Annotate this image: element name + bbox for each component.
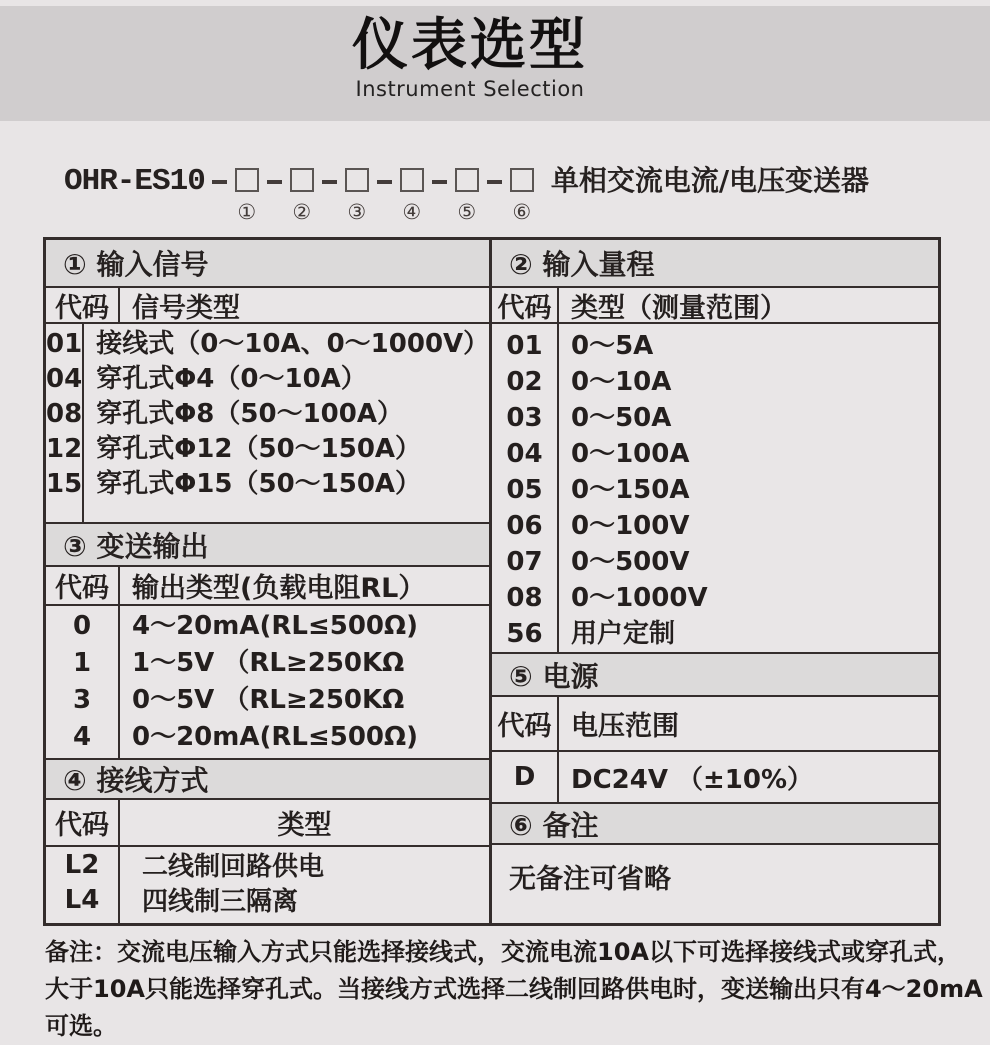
code-value: D — [513, 762, 536, 792]
position-marker-3: ③ — [347, 200, 367, 224]
model-code-slot-1 — [234, 166, 260, 223]
code-box-2 — [290, 168, 314, 192]
code-value: 07 — [506, 547, 543, 577]
col-header-type: 电压范围 — [571, 711, 679, 742]
col-header-code: 代码 — [46, 567, 120, 604]
type-value: 0～5V （RL≥250KΩ — [132, 685, 405, 715]
type-value: 二线制回路供电 — [142, 852, 325, 882]
code-value: 15 — [46, 469, 83, 499]
section-transmit-output-band: ③ 变送输出 — [46, 522, 489, 567]
type-value: 0～50A — [571, 403, 672, 433]
model-code-slot-6 — [509, 166, 535, 223]
type-value: 0～100V — [571, 511, 690, 541]
type-value: 四线制三隔离 — [142, 887, 299, 917]
type-value: 0～500V — [571, 547, 690, 577]
dash-separator — [487, 180, 502, 184]
code-value: L2 — [64, 850, 100, 880]
dash-separator — [432, 180, 447, 184]
code-value: 1 — [72, 648, 92, 678]
code-value: 06 — [506, 511, 543, 541]
code-value: 56 — [506, 619, 543, 649]
code-value: 01 — [46, 329, 83, 359]
footnote-line-1: 备注：交流电压输入方式只能选择接线式，交流电流10A以下可选择接线式或穿孔式， — [45, 938, 961, 966]
col-header-type: 信号类型 — [132, 292, 240, 324]
code-column — [46, 606, 120, 758]
col-header-code: 代码 — [492, 697, 559, 750]
code-value: 03 — [506, 403, 543, 433]
model-code-slot-4 — [399, 166, 425, 223]
col-header-code: 代码 — [46, 800, 120, 845]
code-box-1 — [235, 168, 259, 192]
power-supply-rows — [492, 752, 938, 802]
page-header — [0, 6, 990, 121]
code-box-6 — [510, 168, 534, 192]
code-box-3 — [345, 168, 369, 192]
code-value: 3 — [72, 685, 92, 715]
type-column — [120, 847, 489, 923]
page-header-inner — [352, 6, 588, 101]
type-value: 用户定制 — [571, 619, 676, 649]
model-code-slot-2 — [289, 166, 315, 223]
page-title: 仪表选型 — [352, 13, 588, 78]
code-column — [46, 847, 120, 923]
power-supply-header — [492, 697, 938, 752]
type-column — [84, 324, 489, 522]
code-value: 08 — [46, 399, 83, 429]
footnote-line-2: 大于10A只能选择穿孔式。当接线方式选择二线制回路供电时，变送输出只有4～20mA — [45, 975, 983, 1003]
dash-separator — [322, 180, 337, 184]
code-column — [492, 324, 559, 652]
model-description: 单相交流电流/电压变送器 — [550, 164, 870, 197]
input-signal-header — [46, 288, 489, 324]
dash-separator — [377, 180, 392, 184]
model-code-slot-3 — [344, 166, 370, 223]
code-box-4 — [400, 168, 424, 192]
col-header-type: 类型 — [277, 810, 332, 841]
type-value: 4～20mA(RL≤500Ω) — [132, 611, 419, 641]
position-marker-6: ⑥ — [512, 200, 532, 224]
wiring-mode-rows — [46, 847, 489, 923]
footnote-line-3: 可选。 — [45, 1012, 117, 1040]
transmit-output-header — [46, 567, 489, 606]
code-value: 0 — [72, 611, 92, 641]
table-column-left — [46, 240, 492, 923]
table-column-right — [492, 240, 938, 923]
position-marker-2: ② — [292, 200, 312, 224]
col-header-type: 输出类型(负载电阻RL） — [132, 573, 426, 604]
code-value: 12 — [46, 434, 83, 464]
type-column — [559, 752, 938, 802]
code-value: 04 — [46, 364, 83, 394]
type-column — [120, 606, 489, 758]
code-value: 02 — [506, 367, 543, 397]
code-column — [46, 324, 84, 522]
model-code-line — [64, 166, 869, 223]
input-range-header — [492, 288, 938, 324]
remark-note: 无备注可省略 — [509, 864, 671, 895]
footnote — [45, 934, 983, 1045]
type-value: 0～10A — [571, 367, 672, 397]
type-value: 1～5V （RL≥250KΩ — [132, 648, 405, 678]
type-value: 0～5A — [571, 331, 654, 361]
type-value: 穿孔式Φ15（50～150A） — [96, 469, 422, 499]
col-header-code: 代码 — [46, 288, 120, 322]
type-value: 0～1000V — [571, 583, 708, 613]
page-subtitle: Instrument Selection — [355, 77, 585, 101]
position-marker-5: ⑤ — [457, 200, 477, 224]
code-column — [492, 752, 559, 802]
input-signal-rows — [46, 324, 489, 522]
type-column — [559, 324, 938, 652]
selection-table — [43, 237, 941, 926]
type-value: 0～100A — [571, 439, 690, 469]
type-value: DC24V （±10%） — [571, 764, 814, 795]
section-input-signal-band: ① 输入信号 — [46, 240, 489, 288]
type-value: 穿孔式Φ12（50～150A） — [96, 434, 422, 464]
code-value: 04 — [506, 439, 543, 469]
code-value: 4 — [72, 722, 92, 752]
type-value: 0～150A — [571, 475, 690, 505]
model-prefix: OHR-ES10 — [64, 164, 205, 199]
input-range-rows — [492, 324, 938, 652]
position-marker-1: ① — [237, 200, 257, 224]
col-header-code: 代码 — [492, 288, 559, 322]
code-value: L4 — [64, 885, 100, 915]
section-input-range-band: ② 输入量程 — [492, 240, 938, 288]
type-value: 接线式（0～10A、0～1000V） — [96, 329, 490, 359]
col-header-type: 类型（测量范围） — [571, 292, 787, 324]
code-value: 01 — [506, 331, 543, 361]
position-marker-4: ④ — [402, 200, 422, 224]
transmit-output-rows — [46, 606, 489, 758]
section-remark-band: ⑥ 备注 — [492, 802, 938, 845]
model-code-slot-5 — [454, 166, 480, 223]
dash-separator — [267, 180, 282, 184]
wiring-mode-header — [46, 800, 489, 847]
type-value: 0～20mA(RL≤500Ω) — [132, 722, 419, 752]
type-value: 穿孔式Φ4（0～10A） — [96, 364, 367, 394]
code-box-5 — [455, 168, 479, 192]
dash-separator — [212, 180, 227, 184]
section-power-supply-band: ⑤ 电源 — [492, 652, 938, 697]
type-value: 穿孔式Φ8（50～100A） — [96, 399, 403, 429]
code-value: 08 — [506, 583, 543, 613]
code-value: 05 — [506, 475, 543, 505]
section-wiring-mode-band: ④ 接线方式 — [46, 758, 489, 800]
